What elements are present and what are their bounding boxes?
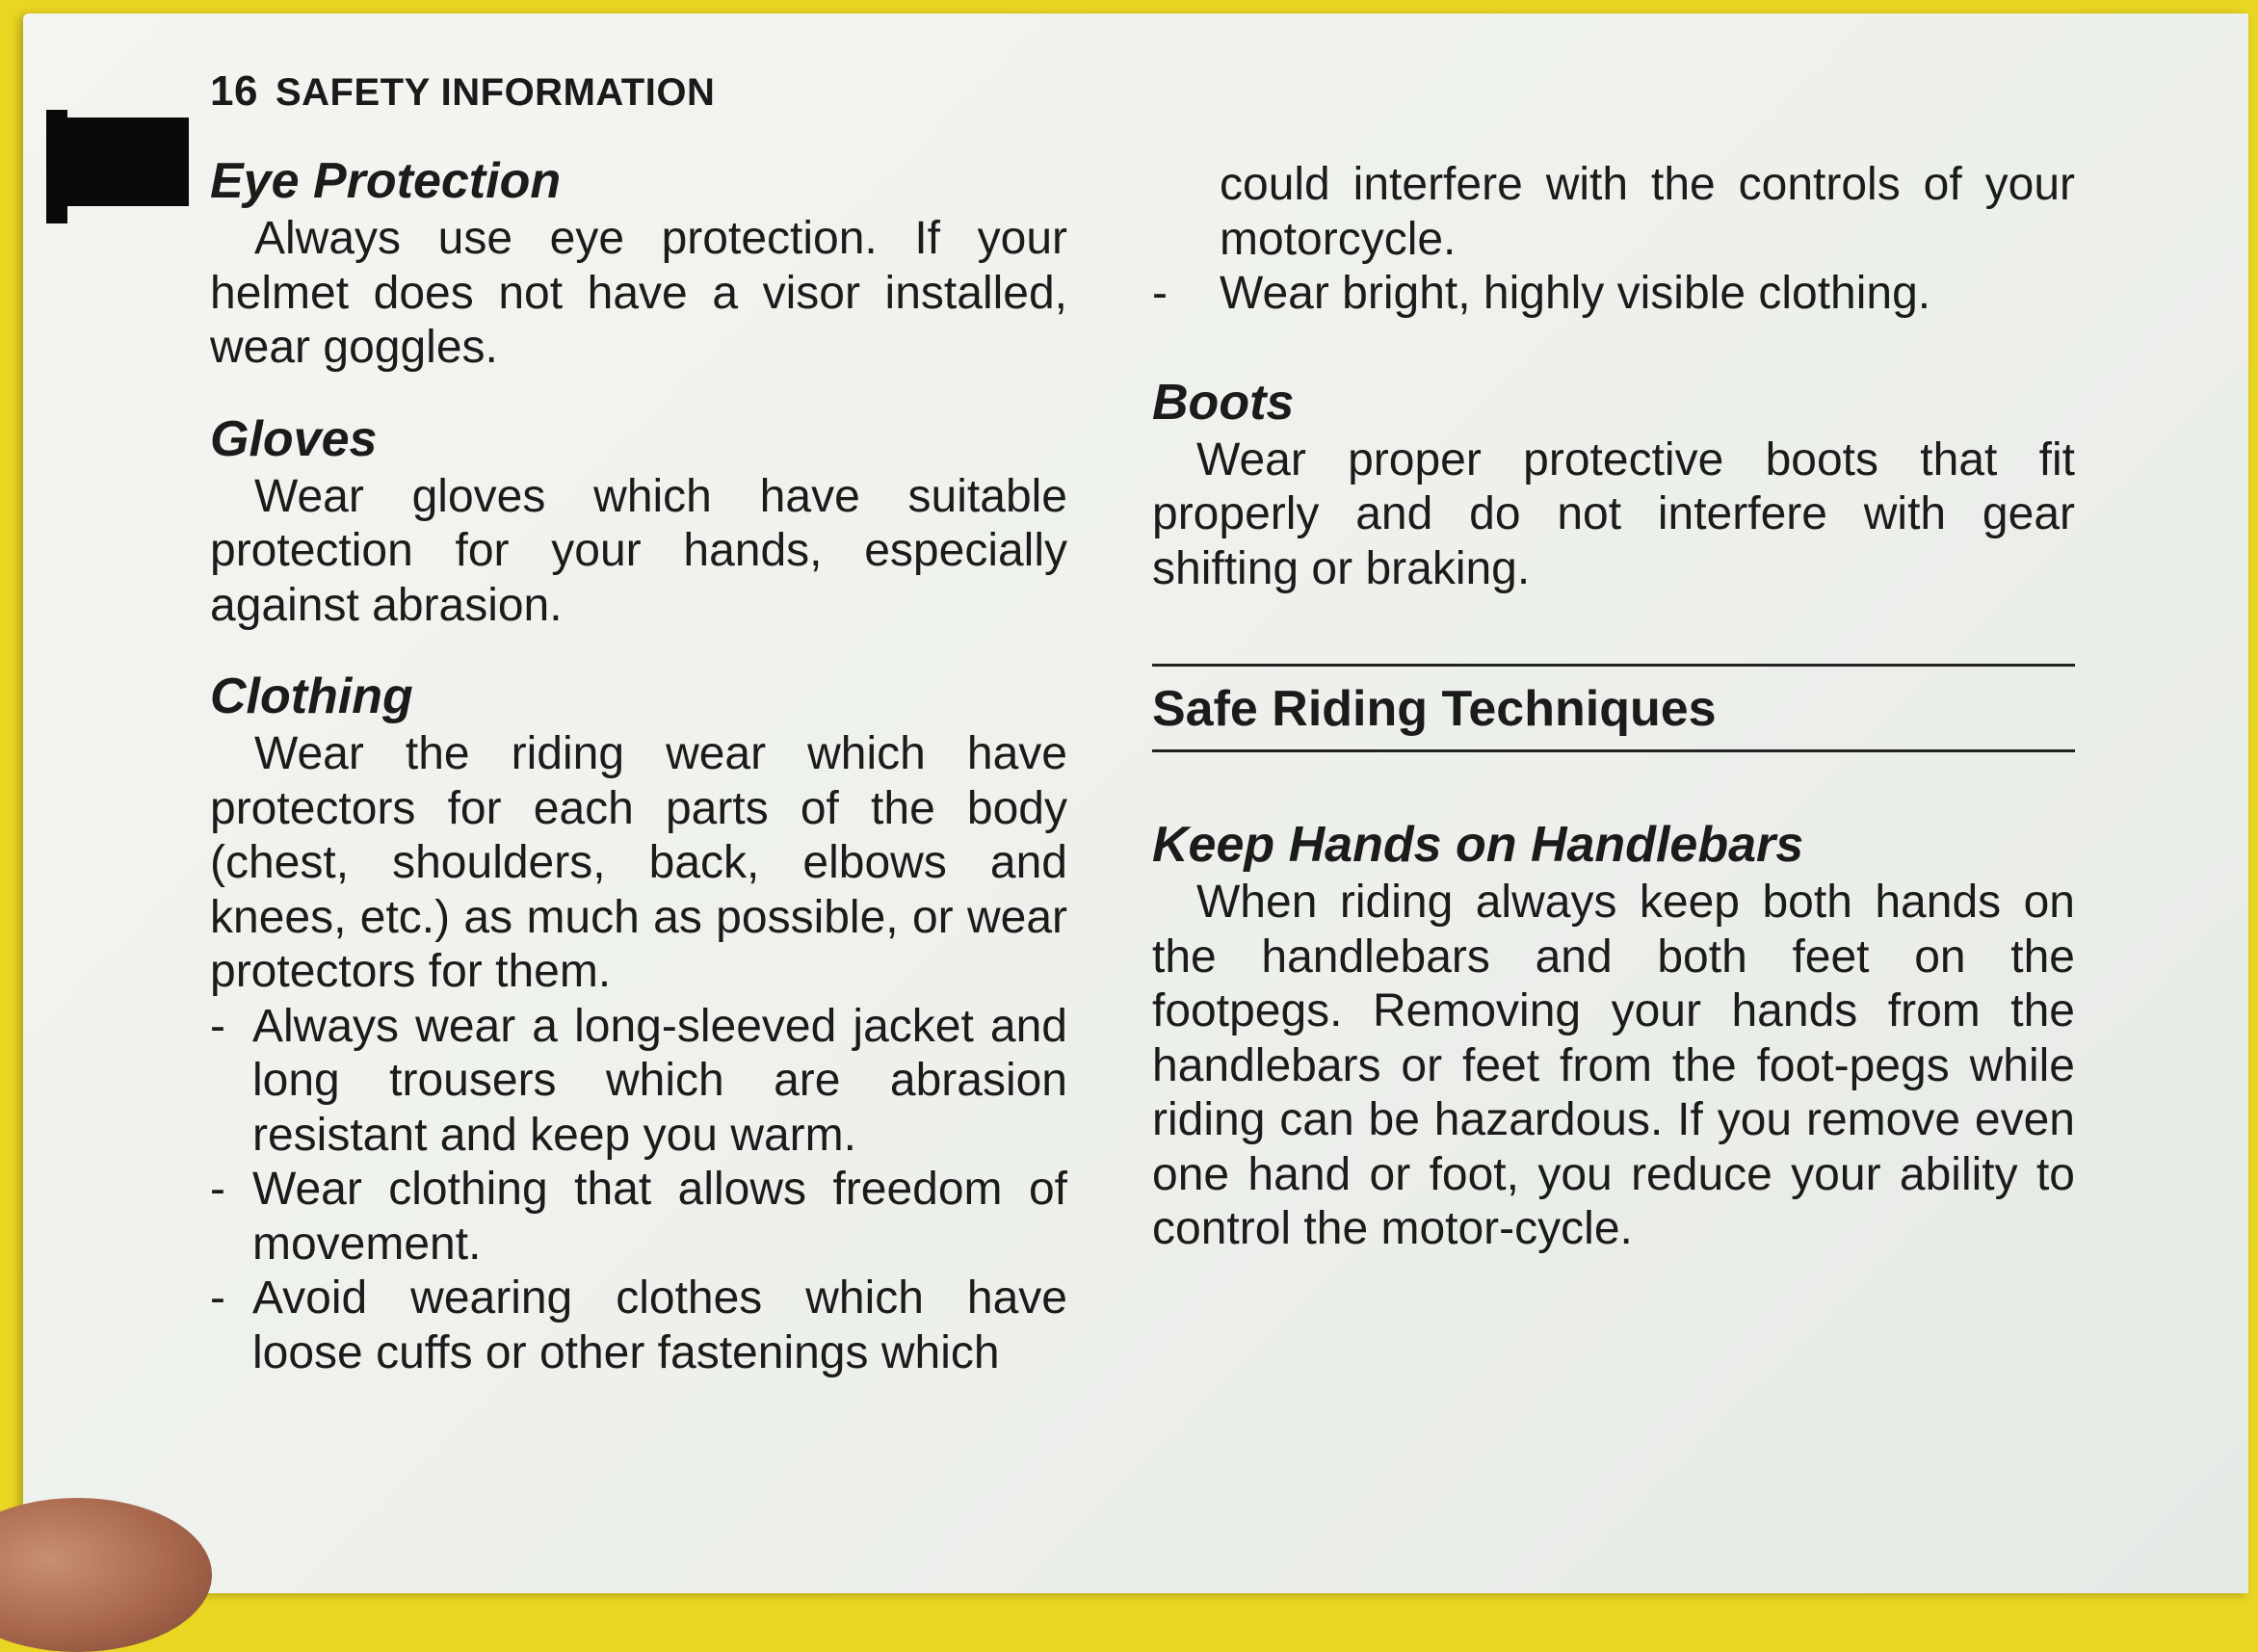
left-column: [210, 150, 1067, 1380]
clothing-bullet: - Wear clothing that allows freedom of movement.: [210, 1163, 1067, 1272]
clothing-bullet: - Always wear a long-sleeved jacket and long trousers which are abrasion resistant and keep you warm.: [210, 1000, 1067, 1164]
eye-protection-text: Always use eye protection. If your helmet does not have a visor installed, wear goggles.: [210, 213, 1067, 373]
page-number: 16: [210, 67, 258, 115]
right-column: [1152, 158, 2075, 1257]
section-title: SAFETY INFORMATION: [275, 71, 716, 114]
boots-heading: Boots: [1152, 374, 1295, 431]
visibility-bullet: - Wear bright, highly visible clothing.: [1152, 267, 2075, 322]
visibility-bullets: [1152, 267, 2075, 322]
section-tab-marker: [46, 118, 189, 206]
clothing-text: Wear the riding wear which have protectors for each parts of the body (chest, shoulders, back, elbows and knees, etc.) as much as possible, or wear protectors for them.: [210, 728, 1067, 997]
safe-riding-section-title: Safe Riding Techniques: [1152, 664, 2075, 752]
boots-text: Wear proper protective boots that fit properly and do not interfere with gear shifting or braking.: [1152, 433, 2075, 594]
clothing-bullet: - Avoid wearing clothes which have loose cuffs or other fastenings which: [210, 1272, 1067, 1380]
clothing-heading: Clothing: [210, 669, 413, 724]
keep-hands-heading: Keep Hands on Handlebars: [1152, 817, 1804, 873]
continued-text: could interfere with the controls of your motorcycle.: [1220, 159, 2075, 265]
gloves-text: Wear gloves which have suitable protection for your hands, especially against abrasion.: [210, 470, 1067, 631]
eye-protection-heading: Eye Protection: [210, 153, 562, 209]
running-head: [210, 67, 715, 116]
keep-hands-text: When riding always keep both hands on the handlebars and both feet on the footpegs. Removing your hands from the handlebars or feet from the foot-pegs while riding can be hazardous. If you remove even one hand or foot, you reduce your ability to control the motor-cycle.: [1152, 877, 2075, 1254]
clothing-bullets: [210, 1000, 1067, 1381]
gloves-heading: Gloves: [210, 410, 378, 467]
